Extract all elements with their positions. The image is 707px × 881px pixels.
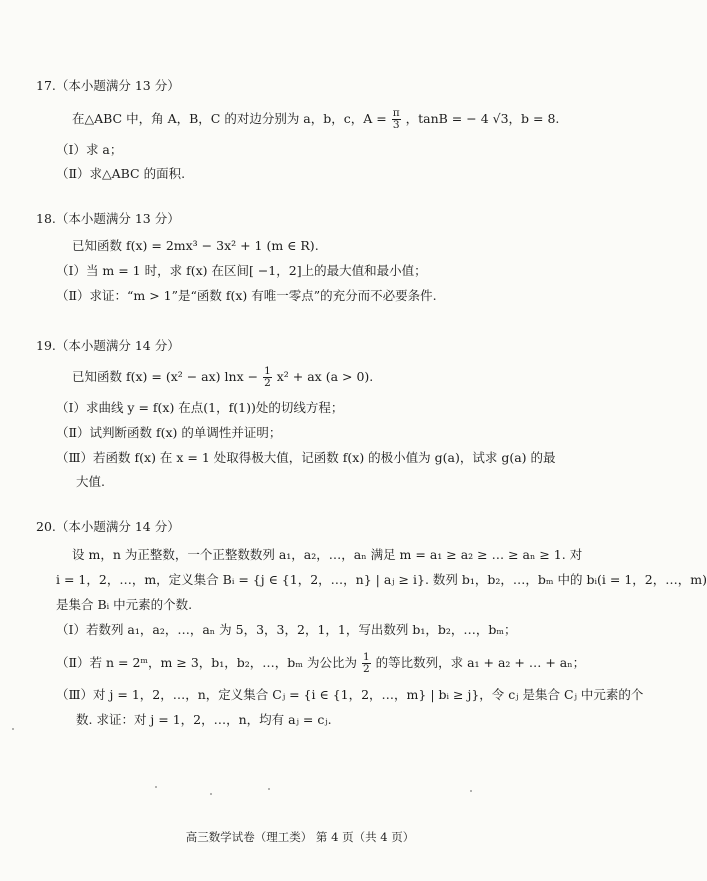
scan-speck (268, 788, 270, 790)
q19-part3-line2: 大值. (76, 474, 105, 489)
q20-part3-line2: 数. 求证：对 j = 1，2，…，n，均有 aⱼ = cⱼ. (76, 712, 332, 727)
scan-speck (12, 728, 14, 730)
q19-title: 19.（本小题满分 14 分） (36, 338, 180, 353)
q19-stem-text-b: x² + ax (a > 0). (276, 369, 374, 384)
q20-fraction (362, 652, 371, 675)
q17-part2: （Ⅱ）求△ABC 的面积. (56, 166, 186, 181)
q19-part1: （Ⅰ）求曲线 y = f(x) 在点(1，f(1))处的切线方程； (56, 400, 344, 415)
q17-title: 17.（本小题满分 13 分） (36, 78, 180, 93)
q19-stem (72, 366, 373, 389)
q17-stem (72, 108, 559, 131)
q19-part2: （Ⅱ）试判断函数 f(x) 的单调性并证明； (56, 425, 282, 440)
q19-stem-text-a: 已知函数 f(x) = (x² − ax) lnx − (72, 369, 259, 384)
page-footer: 高三数学试卷（理工类） 第 4 页（共 4 页） (185, 830, 415, 844)
q18-stem: 已知函数 f(x) = 2mx³ − 3x² + 1 (m ∈ R). (72, 238, 319, 253)
q17-stem-text-a: 在△ABC 中，角 A，B，C 的对边分别为 a，b，c，A = (72, 111, 387, 126)
q19-frac-num: 1 (264, 365, 271, 377)
q17-stem-text-b: ，tanB = − 4 √3，b = 8. (405, 111, 560, 126)
q19-part3-line1: （Ⅲ）若函数 f(x) 在 x = 1 处取得极大值，记函数 f(x) 的极小值为 g(a)，试求 g(a) 的最 (56, 450, 556, 465)
q20-part1: （Ⅰ）若数列 a₁，a₂，…，aₙ 为 5，3，3，2，1，1，写出数列 b₁，b₂，…，bₘ； (56, 622, 517, 637)
scan-speck (470, 790, 472, 792)
q20-title: 20.（本小题满分 14 分） (36, 519, 180, 534)
q20-stem-line1: 设 m，n 为正整数，一个正整数数列 a₁，a₂，…，aₙ 满足 m = a₁ ≥ a₂ ≥ … ≥ aₙ ≥ 1. 对 (72, 547, 583, 562)
scan-speck (155, 786, 157, 788)
q18-part1: （Ⅰ）当 m = 1 时，求 f(x) 在区间[ −1，2]上的最大值和最小值； (56, 263, 427, 278)
q18-part2: （Ⅱ）求证：“m > 1”是“函数 f(x) 有唯一零点”的充分而不必要条件. (56, 288, 437, 303)
q18-title: 18.（本小题满分 13 分） (36, 211, 180, 226)
q17-fraction (392, 108, 401, 131)
q20-part2-text-b: 的等比数列，求 a₁ + a₂ + … + aₙ； (375, 655, 586, 670)
q17-frac-num: π (392, 107, 400, 119)
q19-fraction (263, 366, 272, 389)
scan-speck (210, 793, 212, 795)
q20-frac-den: 2 (362, 663, 370, 675)
q20-stem-line3: 是集合 Bᵢ 中元素的个数. (56, 597, 193, 612)
q20-part2-text-a: （Ⅱ）若 n = 2ᵐ，m ≥ 3，b₁，b₂，…，bₘ 为公比为 (56, 655, 357, 670)
q17-part1: （Ⅰ）求 a； (56, 142, 123, 157)
q20-frac-num: 1 (362, 651, 370, 663)
q20-stem-line2: i = 1，2，…，m，定义集合 Bᵢ = {j ∈ {1，2，…，n} | aⱼ ≥ i}. 数列 b₁，b₂，…，bₘ 中的 bᵢ(i = 1，2，…，m) (56, 572, 707, 587)
q20-part2 (56, 652, 585, 675)
q17-frac-den: 3 (392, 119, 400, 131)
q19-frac-den: 2 (264, 377, 271, 389)
q20-part3-line1: （Ⅲ）对 j = 1，2，…，n，定义集合 Cⱼ = {i ∈ {1，2，…，m} | bᵢ ≥ j}，令 cⱼ 是集合 Cⱼ 中元素的个 (56, 687, 644, 702)
